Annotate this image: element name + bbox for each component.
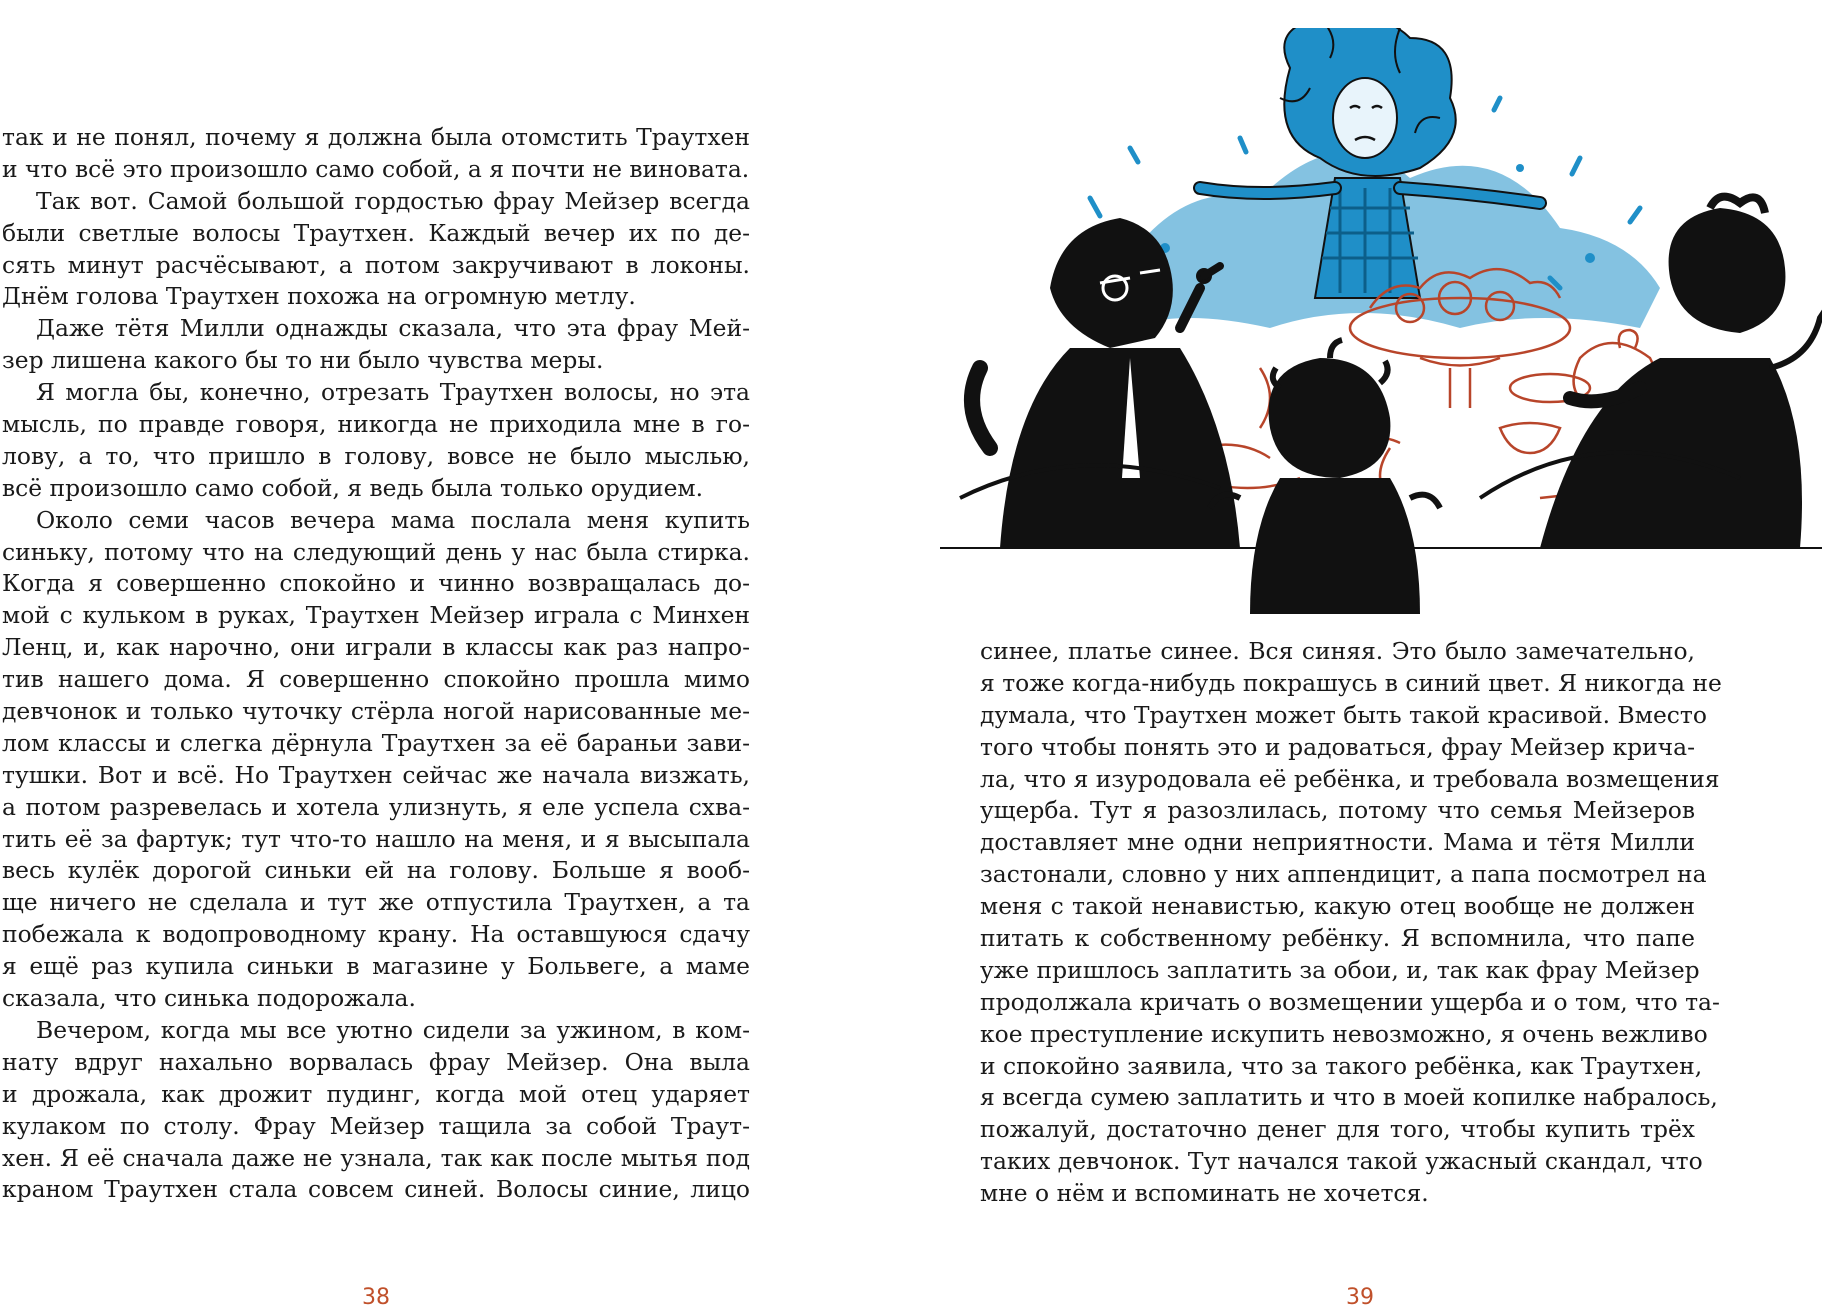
text-line: Днём голова Траутхен похожа на огромную метлу. bbox=[2, 282, 636, 311]
text-line: питать к собственному ребёнку. Я вспомнила, что папе bbox=[980, 924, 1695, 953]
text-line: я всегда сумею заплатить и что в моей копилке набралось, bbox=[980, 1083, 1718, 1112]
text-line: сять минут расчёсывают, а потом закручивают в локоны. bbox=[2, 250, 750, 279]
text-line: Так вот. Самой большой гордостью фрау Мейзер всегда bbox=[36, 186, 750, 215]
text-line: тив нашего дома. Я совершенно спокойно прошла мимо bbox=[2, 665, 750, 694]
text-line: и спокойно заявила, что за такого ребёнка, как Траутхен, bbox=[980, 1051, 1703, 1080]
text-line: кулаком по столу. Фрау Мейзер тащила за собой Траут- bbox=[2, 1111, 750, 1140]
text-line: девчонок и только чуточку стёрла ногой нарисованные ме- bbox=[2, 697, 750, 726]
text-line: думала, что Траутхен может быть такой красивой. Вместо bbox=[980, 700, 1707, 729]
text-line: побежала к водопроводному крану. На оставшуюся сдачу bbox=[2, 920, 750, 949]
text-line: ла, что я изуродовала её ребёнка, и требовала возмещения bbox=[980, 764, 1720, 793]
text-line: тушки. Вот и всё. Но Траутхен сейчас же начала визжать, bbox=[2, 760, 750, 789]
dinner-table-illustration bbox=[940, 28, 1822, 614]
text-line: Когда я совершенно спокойно и чинно возвращалась до- bbox=[2, 569, 750, 598]
text-line: уже пришлось заплатить за обои, и, так как фрау Мейзер bbox=[980, 955, 1700, 984]
text-line: и дрожала, как дрожит пудинг, когда мой отец ударяет bbox=[2, 1079, 750, 1108]
text-line: лову, а то, что пришло в голову, вовсе не было мыслью, bbox=[2, 441, 750, 470]
text-line: нату вдруг нахально ворвалась фрау Мейзер. Она выла bbox=[2, 1047, 750, 1076]
text-line: ще ничего не сделала и тут же отпустила Траутхен, а та bbox=[2, 888, 750, 917]
text-line: Ленц, и, как нарочно, они играли в классы как раз напро- bbox=[2, 633, 750, 662]
text-line: доставляет мне одни неприятности. Мама и тётя Милли bbox=[980, 828, 1695, 857]
text-line: так и не понял, почему я должна была отомстить Траутхен bbox=[2, 123, 750, 151]
text-line: мне о нём и вспоминать не хочется. bbox=[980, 1179, 1429, 1208]
text-line: сказала, что синька подорожала. bbox=[2, 984, 416, 1013]
text-line: были светлые волосы Траутхен. Каждый вечер их по де- bbox=[2, 218, 750, 247]
page-number-right: 39 bbox=[1346, 1285, 1374, 1310]
text-line: я тоже когда-нибудь покрашусь в синий цвет. Я никогда не bbox=[980, 668, 1722, 697]
text-line: я ещё раз купила синьки в магазине у Больвеге, а маме bbox=[2, 952, 750, 981]
text-line: пожалуй, достаточно денег для того, чтобы купить трёх bbox=[980, 1115, 1695, 1144]
text-line: тить её за фартук; тут что-то нашло на меня, и я высыпала bbox=[2, 824, 750, 853]
text-line: синее, платье синее. Вся синяя. Это было замечательно, bbox=[980, 637, 1695, 665]
left-page-text bbox=[2, 122, 750, 1206]
text-line: Около семи часов вечера мама послала меня купить bbox=[36, 505, 750, 534]
text-line: мысль, по правде говоря, никогда не приходила мне в го- bbox=[2, 410, 750, 439]
text-line: того чтобы понять это и радоваться, фрау Мейзер крича- bbox=[980, 732, 1695, 761]
text-line: краном Траутхен стала совсем синей. Волосы синие, лицо bbox=[2, 1175, 750, 1204]
text-line: и что всё это произошло само собой, а я почти не виновата. bbox=[2, 154, 750, 183]
page-number-left: 38 bbox=[362, 1285, 390, 1310]
child-figure bbox=[1210, 340, 1440, 614]
text-line: продолжала кричать о возмещении ущерба и о том, что та- bbox=[980, 987, 1720, 1016]
text-line: всё произошло само собой, я ведь была только орудием. bbox=[2, 473, 704, 502]
text-line: хен. Я её сначала даже не узнала, так как после мытья под bbox=[2, 1143, 750, 1172]
text-line: застонали, словно у них аппендицит, а папа посмотрел на bbox=[980, 860, 1707, 889]
right-page bbox=[912, 0, 1824, 1313]
text-line: Даже тётя Милли однажды сказала, что эта фрау Мей- bbox=[36, 314, 750, 343]
text-line: таких девчонок. Тут начался такой ужасный скандал, что bbox=[980, 1147, 1703, 1176]
text-line: ущерба. Тут я разозлилась, потому что семья Мейзеров bbox=[980, 796, 1695, 825]
text-line: весь кулёк дорогой синьки ей на голову. Больше я вооб- bbox=[2, 856, 750, 885]
right-page-text bbox=[980, 636, 1722, 1210]
text-line: Вечером, когда мы все уютно сидели за ужином, в ком- bbox=[36, 1015, 750, 1044]
text-line: меня с такой ненавистью, какую отец вообще не должен bbox=[980, 892, 1695, 921]
text-line: лом классы и слегка дёрнула Траутхен за её бараньи зави- bbox=[2, 728, 750, 757]
text-line: мой с кульком в руках, Траутхен Мейзер играла с Минхен bbox=[2, 601, 750, 630]
text-line: а потом разревелась и хотела улизнуть, я еле успела схва- bbox=[2, 792, 750, 821]
text-line: кое преступление искупить невозможно, я очень вежливо bbox=[980, 1019, 1708, 1048]
text-line: зер лишена какого бы то ни было чувства меры. bbox=[2, 346, 604, 375]
text-line: синьку, потому что на следующий день у нас была стирка. bbox=[2, 537, 750, 566]
text-line: Я могла бы, конечно, отрезать Траутхен волосы, но эта bbox=[36, 378, 750, 407]
